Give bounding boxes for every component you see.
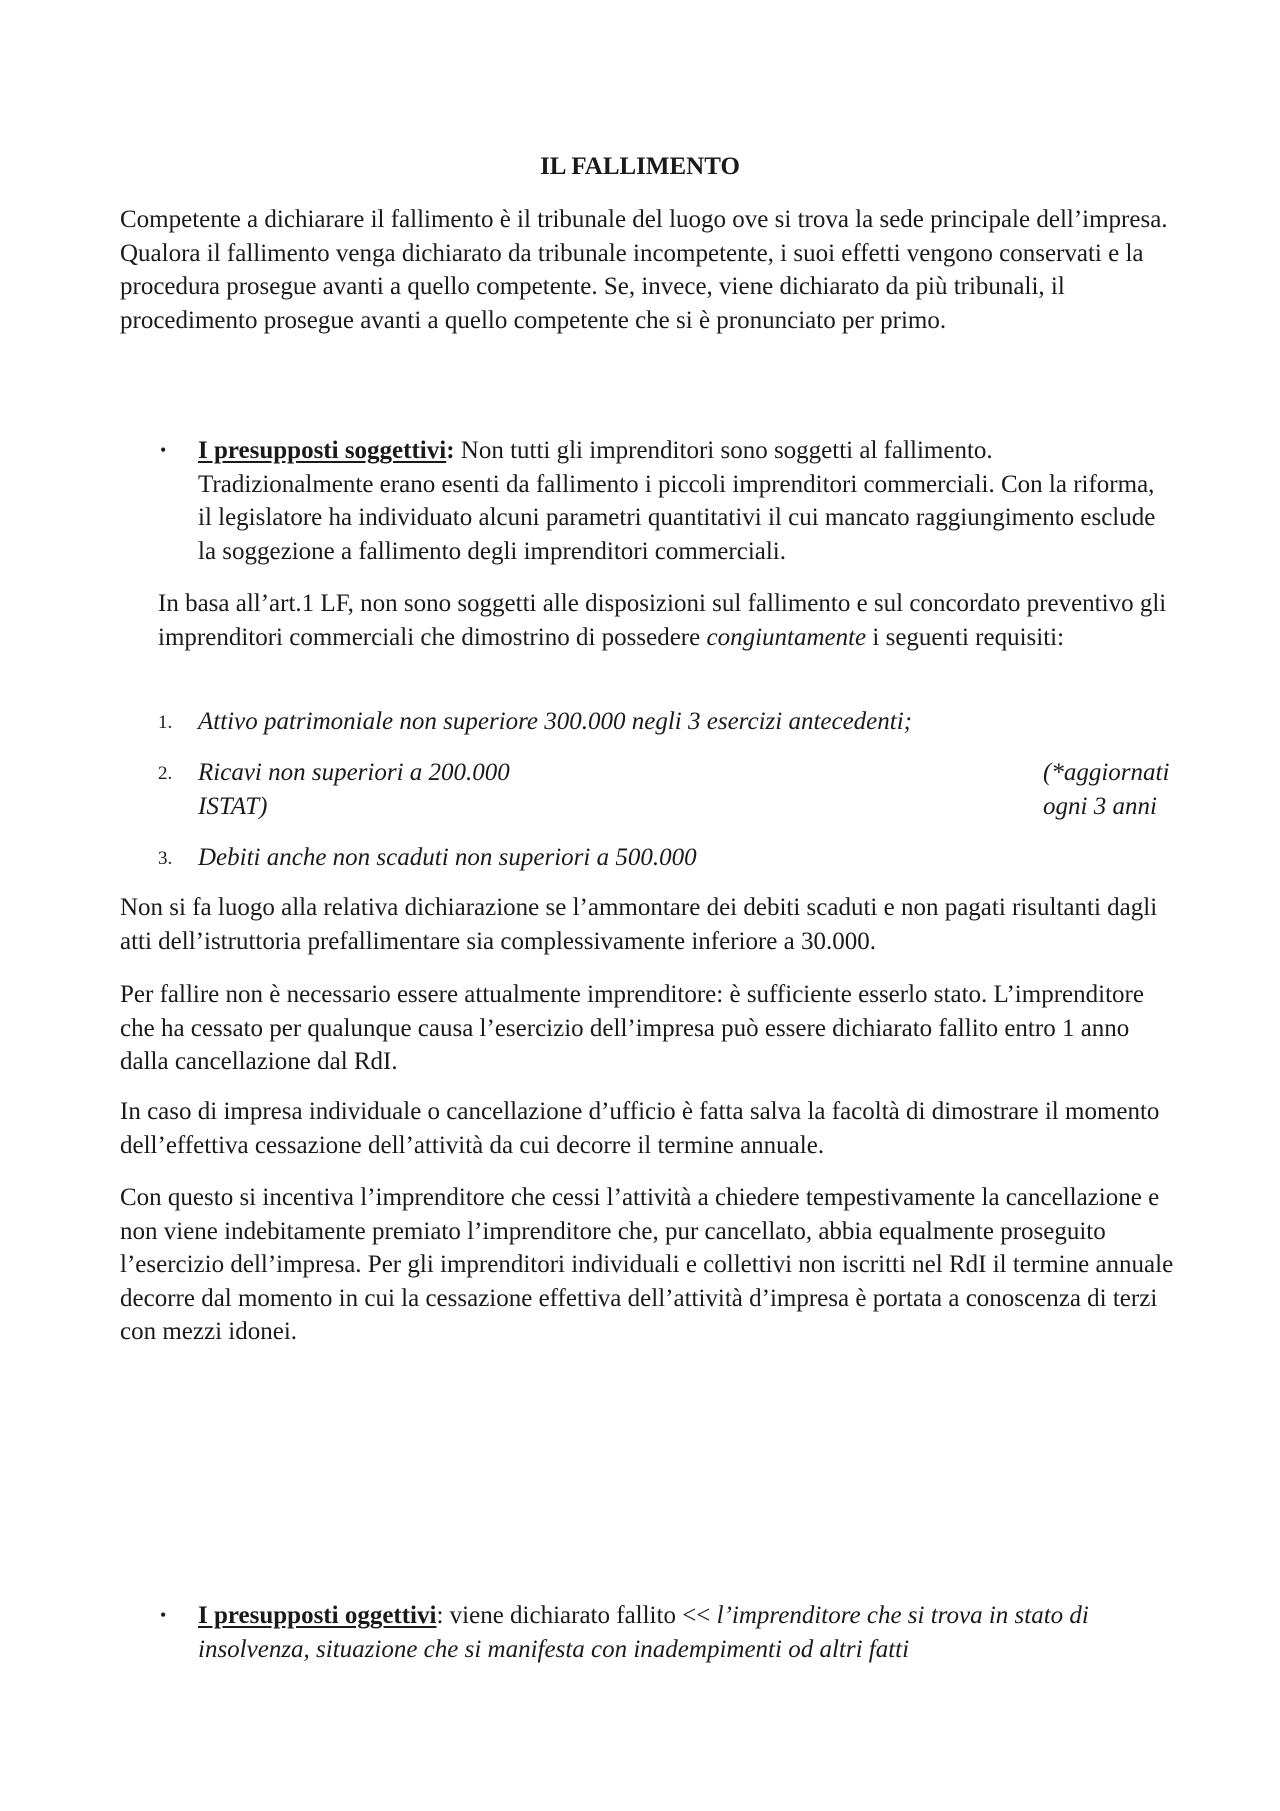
debts-threshold-paragraph: Non si fa luogo alla relativa dichiarazione se l’ammontare dei debiti scaduti e non pagati risultanti dagli atti dell’istruttoria prefallimentare sia complessivamente inferiore a 30.000. (120, 894, 1158, 955)
art1-paragraph (158, 587, 1180, 654)
ceased-entrepreneur-paragraph: Per fallire non è necessario essere attualmente imprenditore: è sufficiente esserlo stato. L’imprenditore che ha cessato per qualunque causa l’esercizio dell’impresa può essere dichiarato fallito entro 1 anno dalla cancellazione dal RdI. (120, 981, 1144, 1075)
individual-enterprise-paragraph: In caso di impresa individuale o cancellazione d’ufficio è fatta salva la facoltà di dimostrare il momento dell’effettiva cessazione dell’attività da cui decorre il termine annuale. (120, 1098, 1160, 1159)
list-item-note-continued: ISTAT) (198, 792, 268, 820)
bullet-text: viene dichiarato fallito << (443, 1602, 717, 1629)
list-number: 3. (158, 848, 173, 869)
art1-text-before: In basa all’art.1 LF, non sono soggetti alle disposizioni sul fallimento e sul concordato preventivo gli imprenditori commerciali che dimostrino di possedere (158, 590, 1167, 651)
art1-emphasis: congiuntamente (706, 623, 867, 651)
bullet-subjective-prerequisites (198, 434, 1173, 568)
bullet-heading: I presupposti soggettivi (198, 437, 447, 464)
bullet-marker: • (160, 1605, 167, 1625)
list-item-debts: Debiti anche non scaduti non superiori a 500.000 (198, 844, 697, 871)
list-item-text: Ricavi non superiori a 200.000 (198, 759, 510, 786)
bullet-quote: l’imprenditore che si trova in stato di insolvenza, situazione che si manifesta con inadempimenti od altri fatti (198, 1602, 1089, 1663)
page-title: IL FALLIMENTO (540, 153, 740, 180)
bullet-colon: : (436, 1602, 444, 1629)
bullet-colon: : (446, 437, 455, 464)
intro-paragraph: Competente a dichiarare il fallimento è il tribunale del luogo ove si trova la sede principale dell’impresa. Qualora il fallimento venga dichiarato da tribunale incompetente, i suoi effetti vengono conservati e la procedura prosegue avanti a quello competente. Se, invece, viene dichiarato da più tribunali, il procedimento prosegue avanti a quello competente che si è pronunciato per primo. (120, 206, 1168, 334)
list-number: 1. (158, 712, 173, 733)
bullet-heading: I presupposti oggettivi (198, 1602, 437, 1629)
list-item-assets: Attivo patrimoniale non superiore 300.000 negli 3 esercizi antecedenti; (198, 708, 912, 735)
list-item-note: (*aggiornati ogni 3 anni (1043, 759, 1170, 820)
incentive-paragraph: Con questo si incentiva l’imprenditore che cessi l’attività a chiedere tempestivamente la cancellazione e non viene indebitamente premiato l’imprenditore che, pur cancellato, abbia equalmente proseguito l’esercizio dell’impresa. Per gli imprenditori individuali e collettivi non iscritti nel RdI il termine annuale decorre dal momento in cui la cessazione effettiva dell’attività d’impresa è portata a conoscenza di terzi con mezzi idonei. (120, 1184, 1174, 1345)
list-item-revenue (198, 756, 1170, 823)
bullet-text: Non tutti gli imprenditori sono soggetti al fallimento. Tradizionalmente erano esenti da fallimento i piccoli imprenditori commerciali. Con la riforma, il legislatore ha individuato alcuni parametri quantitativi il cui mancato raggiungimento esclude la soggezione a fallimento degli imprenditori commerciali. (198, 437, 1156, 565)
list-number: 2. (158, 763, 173, 784)
art1-text-after: i seguenti requisiti: (866, 623, 1065, 651)
bullet-objective-prerequisites (198, 1599, 1173, 1666)
bullet-marker: • (160, 440, 167, 460)
